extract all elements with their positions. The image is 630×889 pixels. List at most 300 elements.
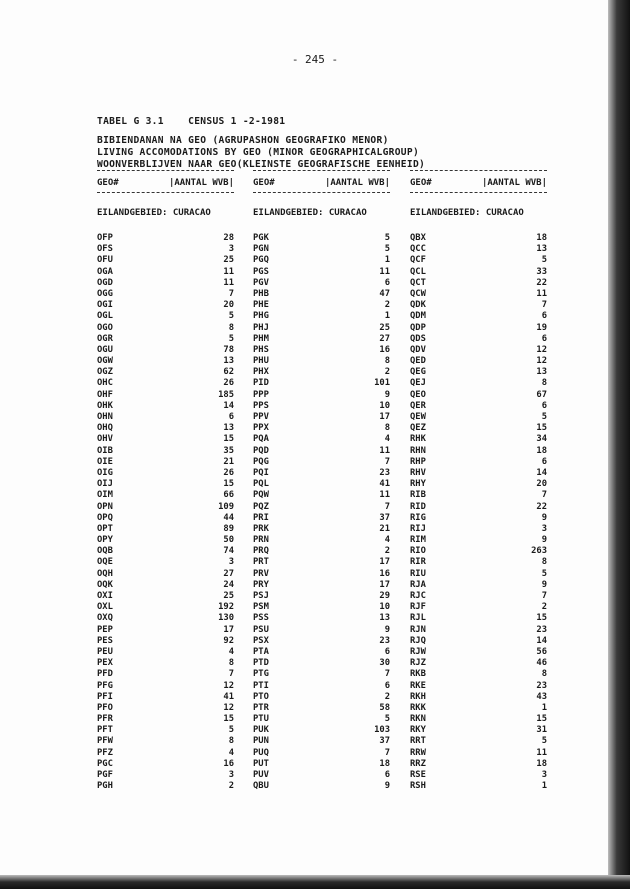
table-row bbox=[410, 367, 547, 378]
geo-code: PUQ bbox=[253, 747, 269, 758]
dwelling-count: 18 bbox=[379, 758, 390, 769]
geo-code: OGI bbox=[97, 300, 113, 311]
table-row bbox=[410, 546, 547, 557]
dwelling-count: 27 bbox=[379, 333, 390, 344]
dwelling-count: 4 bbox=[384, 434, 390, 445]
geo-code: PHU bbox=[253, 356, 269, 367]
table-row bbox=[97, 736, 234, 747]
geo-code: QEZ bbox=[410, 423, 426, 434]
table-row bbox=[410, 334, 547, 345]
dwelling-count: 8 bbox=[541, 669, 547, 680]
table-row bbox=[410, 323, 547, 334]
geo-code: RJF bbox=[410, 602, 426, 613]
dwelling-count: 10 bbox=[379, 400, 390, 411]
dwelling-count: 6 bbox=[384, 277, 390, 288]
table-row bbox=[410, 233, 547, 244]
geo-code: RIB bbox=[410, 490, 426, 501]
geo-code: RIJ bbox=[410, 523, 426, 534]
dwelling-count: 2 bbox=[384, 546, 390, 557]
table-row bbox=[97, 446, 234, 457]
geo-code: QEO bbox=[410, 389, 426, 400]
table-column-2 bbox=[253, 167, 390, 792]
geo-code: PSJ bbox=[253, 591, 269, 601]
dwelling-count: 9 bbox=[384, 624, 390, 635]
geo-code: PPX bbox=[253, 423, 269, 434]
divider bbox=[253, 192, 390, 199]
table-row bbox=[410, 479, 547, 490]
geo-code: OGA bbox=[97, 266, 113, 277]
geo-code: OGG bbox=[97, 288, 113, 299]
table-row bbox=[253, 490, 390, 501]
table-row bbox=[253, 580, 390, 591]
geo-code: OGZ bbox=[97, 367, 113, 378]
dwelling-count: 50 bbox=[223, 535, 234, 546]
geo-code: OGW bbox=[97, 356, 113, 367]
dwelling-count: 58 bbox=[379, 702, 390, 713]
dwelling-count: 1 bbox=[541, 702, 547, 713]
table-row bbox=[253, 378, 390, 389]
table-row bbox=[410, 647, 547, 658]
geo-code: OFU bbox=[97, 255, 113, 266]
dwelling-count: 17 bbox=[223, 624, 234, 635]
dwelling-count: 27 bbox=[223, 568, 234, 579]
table-row bbox=[97, 412, 234, 423]
dwelling-count: 3 bbox=[541, 770, 547, 780]
dwelling-count: 62 bbox=[223, 367, 234, 378]
geo-code: QDV bbox=[410, 344, 426, 355]
dwelling-count: 9 bbox=[384, 781, 390, 792]
table-row bbox=[97, 300, 234, 311]
dwelling-count: 13 bbox=[223, 356, 234, 367]
table-row bbox=[97, 278, 234, 289]
table-row bbox=[410, 390, 547, 401]
dwelling-count: 89 bbox=[223, 523, 234, 534]
dwelling-count: 11 bbox=[223, 277, 234, 288]
dwelling-count: 6 bbox=[228, 412, 234, 422]
table-row bbox=[97, 423, 234, 434]
table-row bbox=[97, 580, 234, 591]
geo-code: OQH bbox=[97, 568, 113, 579]
dwelling-count: 13 bbox=[379, 613, 390, 624]
dwelling-count: 11 bbox=[379, 445, 390, 456]
dwelling-count: 5 bbox=[541, 255, 547, 266]
geo-header: GEO# bbox=[410, 178, 432, 188]
geo-code: OIG bbox=[97, 467, 113, 478]
dwelling-count: 7 bbox=[384, 747, 390, 758]
geo-code: OPN bbox=[97, 501, 113, 512]
geo-code: QEJ bbox=[410, 378, 426, 389]
geo-code: PSX bbox=[253, 635, 269, 646]
geo-code: PID bbox=[253, 378, 269, 389]
geo-code: PTO bbox=[253, 691, 269, 702]
table-row bbox=[253, 591, 390, 602]
table-row bbox=[97, 647, 234, 658]
table-row bbox=[97, 569, 234, 580]
dwelling-count: 8 bbox=[541, 557, 547, 568]
geo-code: PSU bbox=[253, 624, 269, 635]
geo-code: OIM bbox=[97, 490, 113, 501]
geo-code: OHV bbox=[97, 434, 113, 445]
table-row bbox=[410, 580, 547, 591]
dwelling-count: 11 bbox=[536, 288, 547, 299]
table-row bbox=[97, 255, 234, 266]
table-row bbox=[97, 591, 234, 602]
table-row bbox=[253, 323, 390, 334]
table-column-3 bbox=[410, 167, 547, 792]
geo-code: PQZ bbox=[253, 501, 269, 512]
dwelling-count: 15 bbox=[536, 714, 547, 725]
dwelling-count: 5 bbox=[384, 244, 390, 255]
table-title: TABEL G 3.1 CENSUS 1 -2-1981 bbox=[97, 116, 286, 127]
geo-code: RHP bbox=[410, 456, 426, 467]
scan-edge-bottom bbox=[0, 875, 630, 889]
table-row bbox=[97, 613, 234, 624]
dwelling-count: 5 bbox=[228, 725, 234, 736]
dwelling-count: 7 bbox=[384, 669, 390, 680]
table-row bbox=[410, 502, 547, 513]
geo-code: OXQ bbox=[97, 613, 113, 624]
table-row bbox=[410, 255, 547, 266]
geo-code: QER bbox=[410, 400, 426, 411]
count-header: |AANTAL WVB| bbox=[481, 178, 547, 188]
geo-code: PGN bbox=[253, 244, 269, 255]
table-row bbox=[410, 446, 547, 457]
geo-code: RJA bbox=[410, 579, 426, 590]
table-row bbox=[410, 300, 547, 311]
dwelling-count: 16 bbox=[223, 758, 234, 769]
table-row bbox=[410, 434, 547, 445]
table-row bbox=[253, 513, 390, 524]
geo-code: RHN bbox=[410, 445, 426, 456]
geo-code: PRK bbox=[253, 523, 269, 534]
dwelling-count: 5 bbox=[541, 412, 547, 422]
table-row bbox=[253, 345, 390, 356]
dwelling-count: 35 bbox=[223, 445, 234, 456]
geo-code: QCF bbox=[410, 255, 426, 266]
dwelling-count: 78 bbox=[223, 344, 234, 355]
table-row bbox=[253, 613, 390, 624]
geo-code: PRV bbox=[253, 568, 269, 579]
table-row bbox=[253, 300, 390, 311]
geo-code: OHQ bbox=[97, 423, 113, 434]
geo-code: RKK bbox=[410, 702, 426, 713]
dwelling-count: 10 bbox=[379, 602, 390, 613]
table-row bbox=[97, 770, 234, 781]
table-row bbox=[253, 557, 390, 568]
dwelling-count: 8 bbox=[384, 356, 390, 367]
dwelling-count: 13 bbox=[536, 367, 547, 378]
table-row bbox=[253, 658, 390, 669]
geo-code: RJZ bbox=[410, 658, 426, 669]
geo-code: OGR bbox=[97, 333, 113, 344]
dwelling-count: 5 bbox=[228, 311, 234, 322]
dwelling-count: 3 bbox=[228, 770, 234, 780]
subtitle-papiamentu: BIBIENDANAN NA GEO (AGRUPASHON GEOGRAFIKO MENOR) bbox=[97, 135, 389, 146]
table-row bbox=[253, 423, 390, 434]
dwelling-count: 3 bbox=[541, 523, 547, 534]
table-row bbox=[410, 714, 547, 725]
region-label: EILANDGEBIED: CURACAO bbox=[410, 208, 524, 218]
table-row bbox=[97, 546, 234, 557]
dwelling-count: 18 bbox=[536, 758, 547, 769]
dwelling-count: 22 bbox=[536, 501, 547, 512]
dwelling-count: 46 bbox=[536, 658, 547, 669]
geo-code: PFG bbox=[97, 680, 113, 691]
geo-code: PHX bbox=[253, 367, 269, 378]
dwelling-count: 12 bbox=[223, 702, 234, 713]
table-row bbox=[253, 479, 390, 490]
dwelling-count: 12 bbox=[536, 344, 547, 355]
dwelling-count: 19 bbox=[536, 322, 547, 333]
dwelling-count: 5 bbox=[541, 736, 547, 747]
dwelling-count: 6 bbox=[541, 400, 547, 411]
table-row bbox=[253, 736, 390, 747]
table-row bbox=[410, 289, 547, 300]
table-row bbox=[253, 692, 390, 703]
geo-code: PFI bbox=[97, 691, 113, 702]
dwelling-count: 14 bbox=[536, 635, 547, 646]
geo-code: PRT bbox=[253, 557, 269, 568]
geo-code: QDM bbox=[410, 311, 426, 322]
geo-code: PPP bbox=[253, 389, 269, 400]
table-row bbox=[97, 490, 234, 501]
table-row bbox=[97, 378, 234, 389]
dwelling-count: 17 bbox=[379, 557, 390, 568]
dwelling-count: 13 bbox=[536, 244, 547, 255]
geo-code: QCC bbox=[410, 244, 426, 255]
dwelling-count: 92 bbox=[223, 635, 234, 646]
geo-code: RHV bbox=[410, 467, 426, 478]
table-row bbox=[253, 255, 390, 266]
table-row bbox=[97, 434, 234, 445]
table-row bbox=[410, 267, 547, 278]
table-row bbox=[410, 781, 547, 792]
table-row bbox=[97, 356, 234, 367]
geo-code: QED bbox=[410, 356, 426, 367]
geo-code: PRI bbox=[253, 512, 269, 523]
dwelling-count: 44 bbox=[223, 512, 234, 523]
dwelling-count: 37 bbox=[379, 736, 390, 747]
page-number: - 245 - bbox=[291, 53, 339, 66]
table-row bbox=[410, 692, 547, 703]
table-row bbox=[97, 602, 234, 613]
dwelling-count: 15 bbox=[536, 423, 547, 434]
dwelling-count: 56 bbox=[536, 646, 547, 657]
geo-code: RIR bbox=[410, 557, 426, 568]
dwelling-count: 1 bbox=[384, 255, 390, 266]
dwelling-count: 21 bbox=[223, 456, 234, 467]
table-row bbox=[97, 390, 234, 401]
table-row bbox=[253, 669, 390, 680]
geo-code: RKY bbox=[410, 725, 426, 736]
table-row bbox=[97, 781, 234, 792]
table-row bbox=[97, 244, 234, 255]
geo-code: PUT bbox=[253, 758, 269, 769]
region-label: EILANDGEBIED: CURACAO bbox=[253, 208, 367, 218]
dwelling-count: 12 bbox=[536, 356, 547, 367]
dwelling-count: 25 bbox=[379, 322, 390, 333]
geo-code: OPT bbox=[97, 523, 113, 534]
table-row bbox=[410, 457, 547, 468]
dwelling-count: 109 bbox=[218, 501, 234, 512]
table-row bbox=[97, 669, 234, 680]
geo-code: PSS bbox=[253, 613, 269, 624]
scan-edge-right bbox=[608, 0, 630, 889]
table-row bbox=[253, 524, 390, 535]
table-row bbox=[97, 725, 234, 736]
dwelling-count: 2 bbox=[384, 367, 390, 378]
geo-code: QDP bbox=[410, 322, 426, 333]
count-header: |AANTAL WVB| bbox=[324, 178, 390, 188]
table-row bbox=[410, 591, 547, 602]
geo-code: PTA bbox=[253, 646, 269, 657]
table-row bbox=[253, 546, 390, 557]
column-header bbox=[97, 177, 234, 189]
dwelling-count: 6 bbox=[541, 311, 547, 322]
geo-code: OGU bbox=[97, 344, 113, 355]
geo-code: QEG bbox=[410, 367, 426, 378]
dwelling-count: 74 bbox=[223, 546, 234, 557]
dwelling-count: 263 bbox=[531, 546, 547, 557]
table-row bbox=[410, 490, 547, 501]
table-row bbox=[97, 457, 234, 468]
dwelling-count: 23 bbox=[379, 635, 390, 646]
table-row bbox=[97, 334, 234, 345]
table-row bbox=[253, 748, 390, 759]
dwelling-count: 67 bbox=[536, 389, 547, 400]
table-row bbox=[410, 535, 547, 546]
table-row bbox=[253, 412, 390, 423]
geo-code: RIU bbox=[410, 568, 426, 579]
dwelling-count: 5 bbox=[228, 333, 234, 344]
geo-code: OXL bbox=[97, 602, 113, 613]
table-row bbox=[97, 513, 234, 524]
geo-code: PGQ bbox=[253, 255, 269, 266]
dwelling-count: 101 bbox=[374, 378, 390, 389]
table-row bbox=[253, 602, 390, 613]
table-row bbox=[97, 233, 234, 244]
dwelling-count: 23 bbox=[536, 624, 547, 635]
geo-code: RID bbox=[410, 501, 426, 512]
dwelling-count: 5 bbox=[384, 714, 390, 725]
geo-code: PQI bbox=[253, 467, 269, 478]
dwelling-count: 9 bbox=[541, 512, 547, 523]
geo-code: RKB bbox=[410, 669, 426, 680]
geo-code: OHN bbox=[97, 412, 113, 422]
table-row bbox=[97, 714, 234, 725]
geo-code: PHJ bbox=[253, 322, 269, 333]
table-row bbox=[97, 703, 234, 714]
table-row bbox=[97, 658, 234, 669]
geo-code: RKH bbox=[410, 691, 426, 702]
geo-code: RRW bbox=[410, 747, 426, 758]
dwelling-count: 12 bbox=[223, 680, 234, 691]
dwelling-count: 16 bbox=[379, 344, 390, 355]
geo-code: QEW bbox=[410, 412, 426, 422]
table-row bbox=[410, 736, 547, 747]
dwelling-count: 5 bbox=[541, 568, 547, 579]
dwelling-count: 4 bbox=[384, 535, 390, 546]
dwelling-count: 21 bbox=[379, 523, 390, 534]
dwelling-count: 37 bbox=[379, 512, 390, 523]
table-row bbox=[410, 681, 547, 692]
geo-code: PFD bbox=[97, 669, 113, 680]
table-row bbox=[97, 502, 234, 513]
divider bbox=[97, 192, 234, 199]
dwelling-count: 8 bbox=[228, 658, 234, 669]
geo-code: QDS bbox=[410, 333, 426, 344]
geo-code: RJC bbox=[410, 591, 426, 601]
geo-code: RRZ bbox=[410, 758, 426, 769]
dwelling-count: 7 bbox=[384, 456, 390, 467]
table-row bbox=[253, 636, 390, 647]
dwelling-count: 25 bbox=[223, 591, 234, 601]
table-row bbox=[410, 244, 547, 255]
geo-code: PHM bbox=[253, 333, 269, 344]
dwelling-count: 25 bbox=[223, 255, 234, 266]
divider bbox=[410, 192, 547, 199]
dwelling-count: 9 bbox=[541, 579, 547, 590]
geo-code: QDK bbox=[410, 300, 426, 311]
dwelling-count: 2 bbox=[384, 691, 390, 702]
geo-code: RHK bbox=[410, 434, 426, 445]
dwelling-count: 20 bbox=[223, 300, 234, 311]
geo-code: OQE bbox=[97, 557, 113, 568]
table-row bbox=[253, 311, 390, 322]
dwelling-count: 26 bbox=[223, 378, 234, 389]
table-row bbox=[253, 535, 390, 546]
geo-code: PGC bbox=[97, 758, 113, 769]
subtitle-dutch: WOONVERBLIJVEN NAAR GEO(KLEINSTE GEOGRAFISCHE EENHEID) bbox=[97, 159, 426, 170]
geo-code: OHC bbox=[97, 378, 113, 389]
table-row bbox=[253, 390, 390, 401]
table-row bbox=[97, 759, 234, 770]
table-row bbox=[410, 725, 547, 736]
geo-code: OGD bbox=[97, 277, 113, 288]
table-row bbox=[253, 703, 390, 714]
column-header bbox=[410, 177, 547, 189]
region-label: EILANDGEBIED: CURACAO bbox=[97, 208, 211, 218]
geo-code: OQK bbox=[97, 579, 113, 590]
geo-code: RIG bbox=[410, 512, 426, 523]
geo-code: RHY bbox=[410, 479, 426, 490]
table-row bbox=[410, 703, 547, 714]
dwelling-count: 8 bbox=[228, 322, 234, 333]
dwelling-count: 103 bbox=[374, 725, 390, 736]
geo-header: GEO# bbox=[97, 178, 119, 188]
table-row bbox=[253, 625, 390, 636]
table-row bbox=[97, 681, 234, 692]
geo-code: PGF bbox=[97, 770, 113, 780]
dwelling-count: 185 bbox=[218, 389, 234, 400]
dwelling-count: 43 bbox=[536, 691, 547, 702]
geo-code: PQL bbox=[253, 479, 269, 490]
geo-code: PGV bbox=[253, 277, 269, 288]
dwelling-count: 28 bbox=[223, 233, 234, 243]
geo-code: OIE bbox=[97, 456, 113, 467]
geo-code: PFW bbox=[97, 736, 113, 747]
table-row bbox=[410, 625, 547, 636]
geo-code: RJW bbox=[410, 646, 426, 657]
geo-code: RIM bbox=[410, 535, 426, 546]
table-row bbox=[410, 412, 547, 423]
dwelling-count: 24 bbox=[223, 579, 234, 590]
dwelling-count: 14 bbox=[536, 467, 547, 478]
geo-code: RJQ bbox=[410, 635, 426, 646]
dwelling-count: 9 bbox=[541, 535, 547, 546]
table-row bbox=[253, 502, 390, 513]
table-row bbox=[410, 557, 547, 568]
